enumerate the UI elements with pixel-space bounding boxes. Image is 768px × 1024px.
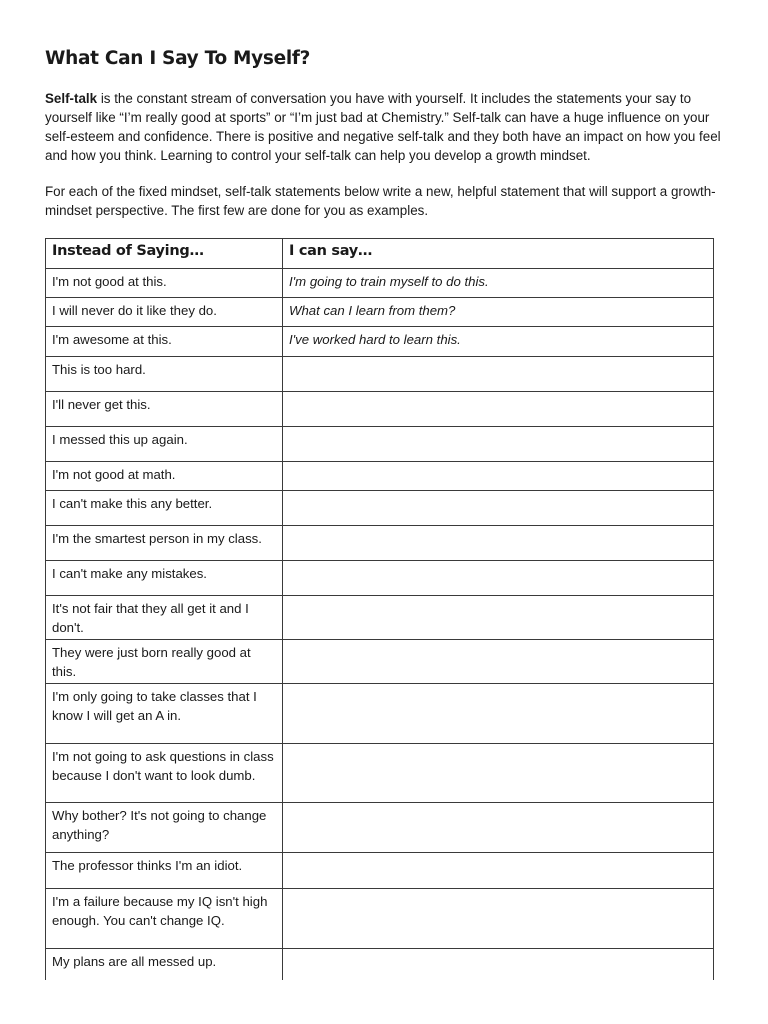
table-row [46, 327, 714, 357]
growth-statement-cell[interactable]: I've worked hard to learn this. [283, 327, 714, 357]
fixed-statement-cell: I can't make any mistakes. [46, 561, 283, 596]
growth-statement-cell[interactable] [283, 853, 714, 889]
fixed-statement-cell: I'm the smartest person in my class. [46, 526, 283, 561]
fixed-statement-cell: I'm a failure because my IQ isn't high enough. You can't change IQ. [46, 889, 283, 949]
fixed-statement-cell: They were just born really good at this. [46, 640, 283, 684]
table-row [46, 392, 714, 427]
table-row [46, 427, 714, 462]
fixed-statement-cell: I'm awesome at this. [46, 327, 283, 357]
table-row [46, 526, 714, 561]
table-header-row [46, 239, 714, 269]
fixed-statement-cell: I messed this up again. [46, 427, 283, 462]
table-row [46, 853, 714, 889]
fixed-statement-cell: Why bother? It's not going to change anything? [46, 803, 283, 853]
table-row [46, 596, 714, 640]
fixed-statement-cell: This is too hard. [46, 357, 283, 392]
growth-statement-cell[interactable] [283, 889, 714, 949]
fixed-statement-cell: I'm not good at math. [46, 462, 283, 491]
page-title: What Can I Say To Myself? [45, 48, 311, 69]
fixed-statement-cell: I'll never get this. [46, 392, 283, 427]
fixed-statement-cell: I'm only going to take classes that I know I will get an A in. [46, 684, 283, 744]
table-row [46, 889, 714, 949]
growth-statement-cell[interactable]: What can I learn from them? [283, 298, 714, 327]
growth-statement-cell[interactable] [283, 949, 714, 980]
growth-statement-cell[interactable] [283, 357, 714, 392]
fixed-statement-cell: It's not fair that they all get it and I don't. [46, 596, 283, 640]
self-talk-table [45, 238, 714, 980]
intro-bold-term: Self-talk [45, 91, 98, 106]
growth-statement-cell[interactable] [283, 744, 714, 803]
table-row [46, 949, 714, 980]
growth-statement-cell[interactable]: I'm going to train myself to do this. [283, 269, 714, 298]
table-row [46, 744, 714, 803]
header-i-can-say: I can say… [283, 239, 714, 269]
growth-statement-cell[interactable] [283, 427, 714, 462]
table-row [46, 269, 714, 298]
growth-statement-cell[interactable] [283, 491, 714, 526]
intro-text: is the constant stream of conversation you have with yourself. It includes the statements your say to yourself like “I’m really good at sports” or “I’m just bad at Chemistry.” Self-talk can have a huge influence on your self-esteem and confidence. There is positive and negative self-talk and they both have an impact on how you feel and how you think. Learning to control your self-talk can help you develop a growth mindset. [45, 91, 721, 163]
growth-statement-cell[interactable] [283, 640, 714, 684]
header-instead-of-saying: Instead of Saying… [46, 239, 283, 269]
table-row [46, 640, 714, 684]
fixed-statement-cell: The professor thinks I'm an idiot. [46, 853, 283, 889]
table-row [46, 298, 714, 327]
intro-paragraph [45, 89, 721, 165]
fixed-statement-cell: My plans are all messed up. [46, 949, 283, 980]
instructions-paragraph: For each of the fixed mindset, self-talk statements below write a new, helpful statement that will support a growth-mindset perspective. The first few are done for you as examples. [45, 184, 716, 218]
fixed-statement-cell: I can't make this any better. [46, 491, 283, 526]
growth-statement-cell[interactable] [283, 462, 714, 491]
table-row [46, 684, 714, 744]
table-row [46, 561, 714, 596]
table-row [46, 803, 714, 853]
growth-statement-cell[interactable] [283, 392, 714, 427]
growth-statement-cell[interactable] [283, 684, 714, 744]
growth-statement-cell[interactable] [283, 803, 714, 853]
fixed-statement-cell: I'm not good at this. [46, 269, 283, 298]
table-row [46, 491, 714, 526]
table-row [46, 462, 714, 491]
growth-statement-cell[interactable] [283, 526, 714, 561]
table-row [46, 357, 714, 392]
growth-statement-cell[interactable] [283, 561, 714, 596]
fixed-statement-cell: I'm not going to ask questions in class because I don't want to look dumb. [46, 744, 283, 803]
worksheet-page [45, 44, 721, 969]
growth-statement-cell[interactable] [283, 596, 714, 640]
fixed-statement-cell: I will never do it like they do. [46, 298, 283, 327]
